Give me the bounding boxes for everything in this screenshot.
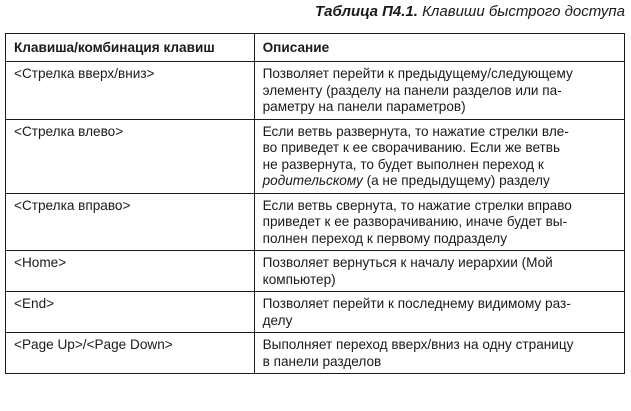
row-key: <Стрелка вверх/вниз> xyxy=(6,62,255,120)
table-row xyxy=(6,193,625,251)
row-description: Если ветвь свернута, то нажатие стрелки вправо приведет к ее разворачиванию, иначе будет вы- полнен переход к первому подразделу xyxy=(254,193,624,251)
row-description: Позволяет вернуться к началу иерархии (Мой компьютер) xyxy=(254,251,624,292)
row-key: <Стрелка влево> xyxy=(6,119,255,193)
description-text: (а не предыдущему) разделу xyxy=(362,173,550,188)
table-header-row xyxy=(6,34,625,62)
header-key: Клавиша/комбинация клавиш xyxy=(6,34,255,62)
table-row xyxy=(6,251,625,292)
row-key: <End> xyxy=(6,292,255,333)
row-key: <Page Up>/<Page Down> xyxy=(6,333,255,374)
description-text: Если ветвь развернута, то нажатие стрелки вле- во приведет к ее сворачиванию. Если же ветвь не развернута, то будет выполнен переход к xyxy=(262,123,569,172)
table-row xyxy=(6,333,625,374)
row-key: <Home> xyxy=(6,251,255,292)
table-row xyxy=(6,119,625,193)
row-key: <Стрелка вправо> xyxy=(6,193,255,251)
table-caption xyxy=(315,3,625,20)
header-description: Описание xyxy=(254,34,624,62)
row-description: Позволяет перейти к последнему видимому раз- делу xyxy=(254,292,624,333)
shortcut-table xyxy=(5,33,625,374)
table-row xyxy=(6,292,625,333)
description-emphasis: родительскому xyxy=(262,173,363,188)
row-description: Выполняет переход вверх/вниз на одну страницу в панели разделов xyxy=(254,333,624,374)
table-title: Клавиши быстрого доступа xyxy=(422,3,625,20)
table-number: Таблица П4.1. xyxy=(315,3,418,20)
row-description xyxy=(254,119,624,193)
table-row xyxy=(6,62,625,120)
row-description: Позволяет перейти к предыдущему/следующему элементу (разделу на панели разделов или па- раметру на панели параметров) xyxy=(254,62,624,120)
